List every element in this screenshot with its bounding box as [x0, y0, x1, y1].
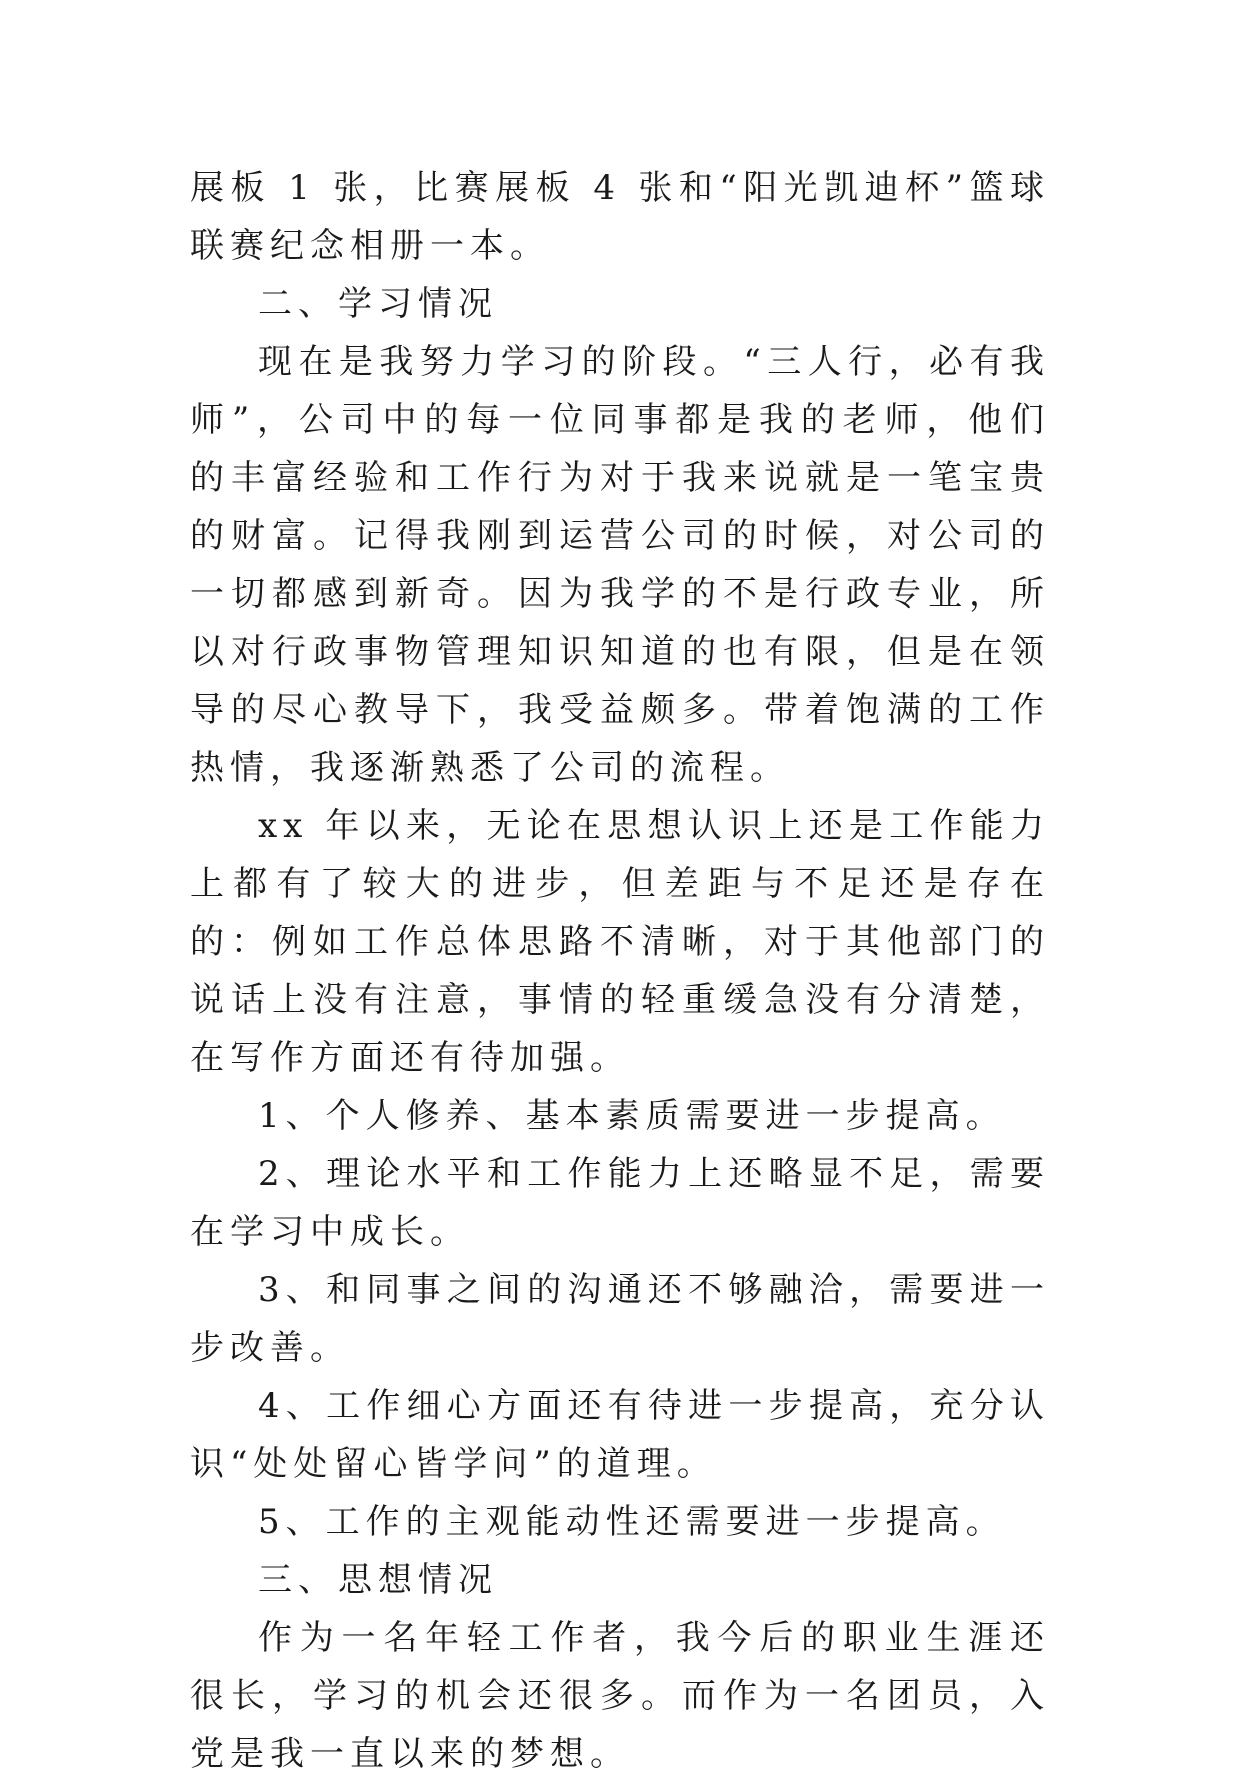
list-item-2: 2、理论水平和工作能力上还略显不足，需要在学习中成长。 — [190, 1154, 1050, 1252]
paragraph-continued: 展板 1 张，比赛展板 4 张和“阳光凯迪杯”篮球联赛纪念相册一本。 — [190, 168, 1050, 266]
list-item-1: 1、个人修养、基本素质需要进一步提高。 — [258, 1096, 1006, 1136]
section-heading-thought: 三、思想情况 — [258, 1560, 498, 1600]
paragraph-thought: 作为一名年轻工作者，我今后的职业生涯还很长，学习的机会还很多。而作为一名团员，入党是我一直以来的梦想。 — [190, 1618, 1050, 1774]
section-heading-study: 二、学习情况 — [258, 284, 498, 324]
paragraph-progress: xx 年以来，无论在思想认识上还是工作能力上都有了较大的进步，但差距与不足还是存在的：例如工作总体思路不清晰，对于其他部门的说话上没有注意，事情的轻重缓急没有分清楚，在写作方面还有待加强。 — [190, 806, 1050, 1078]
list-item-5: 5、工作的主观能动性还需要进一步提高。 — [258, 1502, 1006, 1542]
paragraph-study: 现在是我努力学习的阶段。“三人行，必有我师”，公司中的每一位同事都是我的老师，他们的丰富经验和工作行为对于我来说就是一笔宝贵的财富。记得我刚到运营公司的时候，对公司的一切都感到新奇。因为我学的不是行政专业，所以对行政事物管理知识知道的也有限，但是在领导的尽心教导下，我受益颇多。带着饱满的工作热情，我逐渐熟悉了公司的流程。 — [190, 342, 1050, 788]
list-item-4: 4、工作细心方面还有待进一步提高，充分认识“处处留心皆学问”的道理。 — [190, 1386, 1050, 1484]
list-item-3: 3、和同事之间的沟通还不够融洽，需要进一步改善。 — [190, 1270, 1050, 1368]
document-body — [190, 159, 1050, 1783]
